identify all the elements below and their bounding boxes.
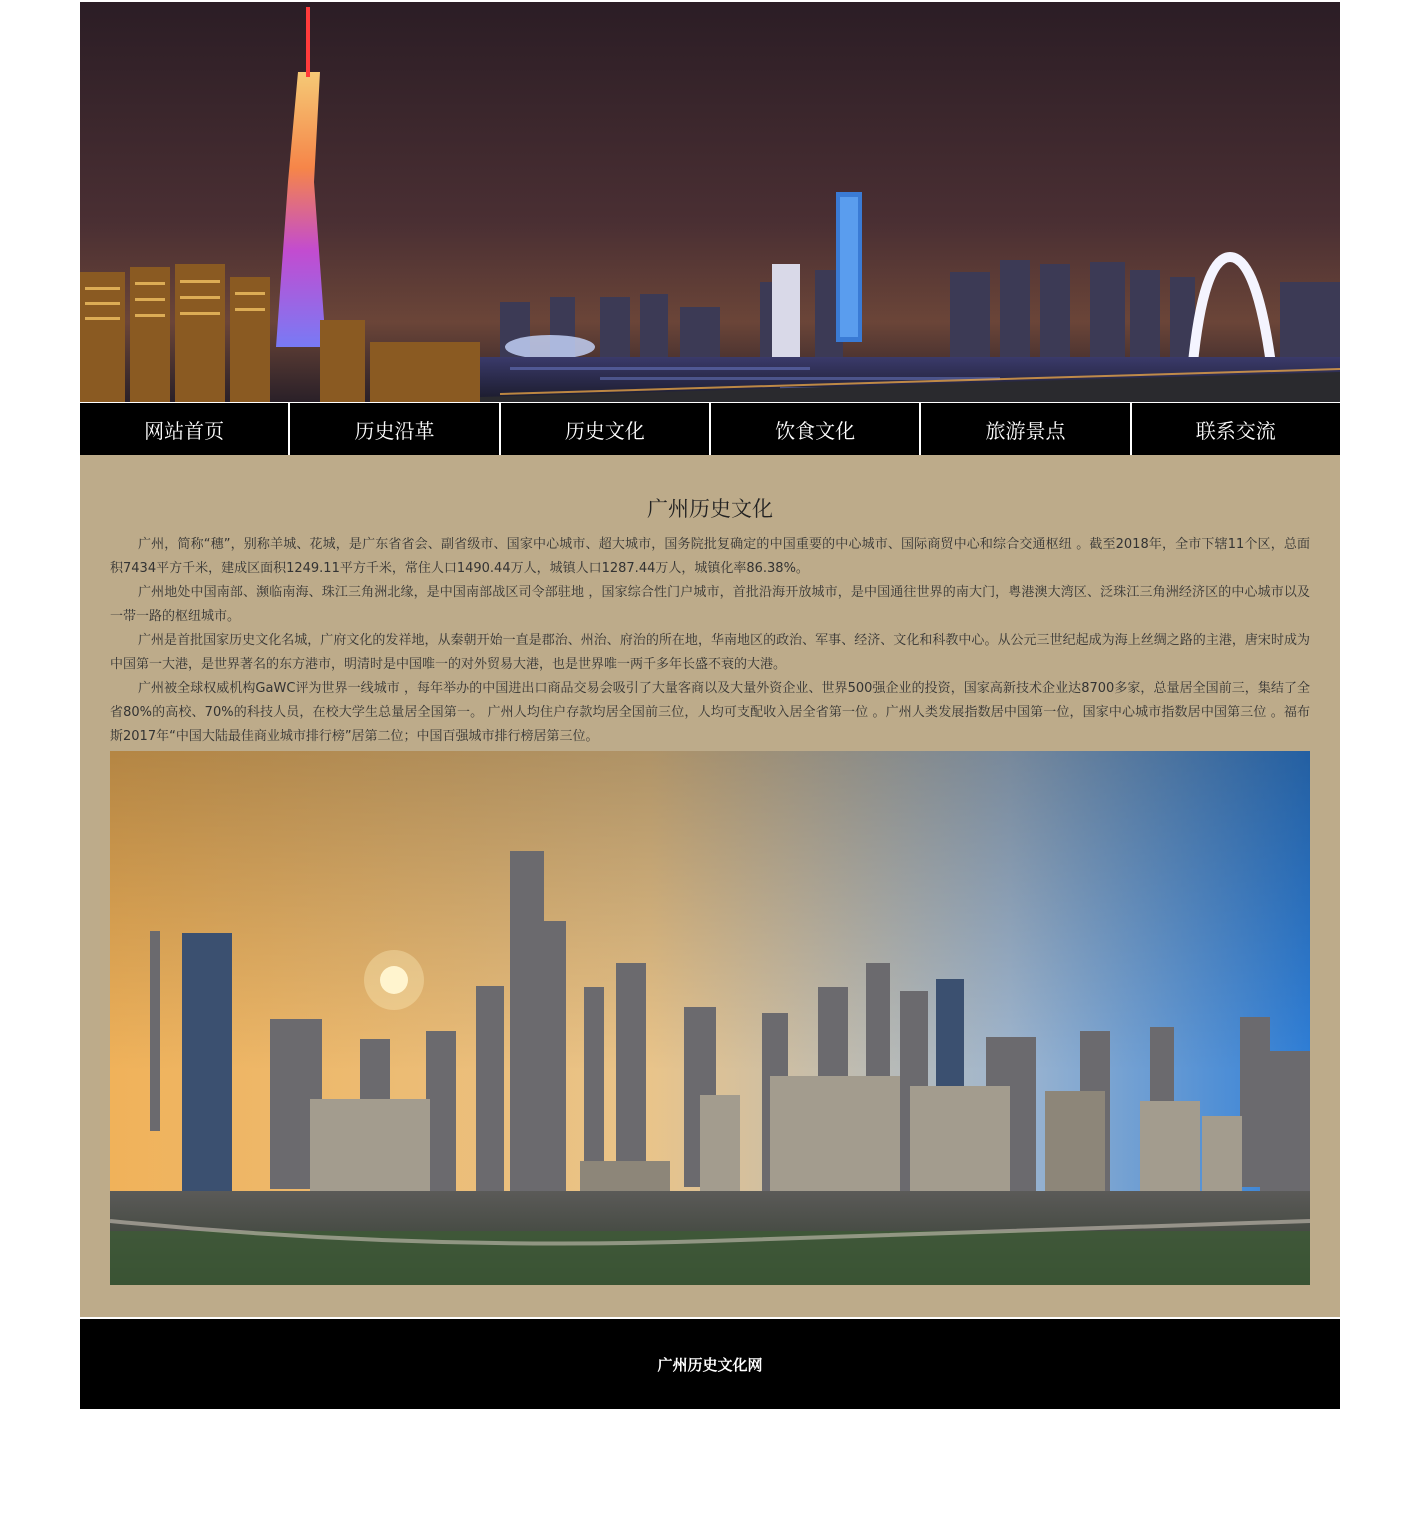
- footer: [80, 1319, 1340, 1409]
- main-content: [80, 455, 1340, 1317]
- footer-text: 广州历史文化网: [657, 1355, 763, 1374]
- nav-item-food[interactable]: 饮食文化: [709, 403, 919, 455]
- paragraph: 广州地处中国南部、濒临南海、珠江三角洲北缘，是中国南部战区司令部驻地 ，国家综合性门户城市，首批沿海开放城市，是中国通往世界的南大门，粤港澳大湾区、泛珠江三角洲经济区的中心城市以及一带一路的枢纽城市。: [110, 585, 1310, 624]
- paragraph: 广州是首批国家历史文化名城，广府文化的发祥地，从秦朝开始一直是郡治、州治、府治的所在地，华南地区的政治、军事、经济、文化和科教中心。从公元三世纪起成为海上丝绸之路的主港，唐宋时成为中国第一大港，是世界著名的东方港市，明清时是中国唯一的对外贸易大港，也是世界唯一两千多年长盛不衰的大港。: [110, 633, 1310, 672]
- nav-item-history[interactable]: 历史沿革: [288, 403, 498, 455]
- paragraph: 广州，简称“穗”，别称羊城、花城，是广东省省会、副省级市、国家中心城市、超大城市，国务院批复确定的中国重要的中心城市、国际商贸中心和综合交通枢纽 。截至2018年，全市下辖11个区，总面积7434平方千米，建成区面积1249.11平方千米，常住人口1490.44万人，城镇人口1287.44万人，城镇化率86.38%。: [110, 537, 1310, 576]
- city-photo: [110, 751, 1310, 1285]
- paragraph: 广州被全球权威机构GaWC评为世界一线城市 ，每年举办的中国进出口商品交易会吸引了大量客商以及大量外资企业、世界500强企业的投资，国家高新技术企业达8700多家，总量居全国前三，集结了全省80%的高校、70%的科技人员，在校大学生总量居全国第一。 广州人均住户存款均居全国前三位，人均可支配收入居全省第一位 。广州人类发展指数居中国第一位，国家中心城市指数居中国第三位 。福布斯2017年“中国大陆最佳商业城市排行榜”居第二位；中国百强城市排行榜居第三位。: [110, 681, 1310, 744]
- sunset-skyline-illustration: [110, 751, 1310, 1285]
- page: [80, 2, 1340, 1409]
- nav-item-contact[interactable]: 联系交流: [1130, 403, 1340, 455]
- banner-image: [80, 2, 1340, 402]
- nav-item-travel[interactable]: 旅游景点: [919, 403, 1129, 455]
- page-title: 广州历史文化: [647, 497, 773, 521]
- nav-item-culture[interactable]: 历史文化: [499, 403, 709, 455]
- night-skyline-illustration: [80, 2, 1340, 402]
- nav-item-home[interactable]: 网站首页: [144, 418, 225, 443]
- main-nav: [80, 402, 1340, 455]
